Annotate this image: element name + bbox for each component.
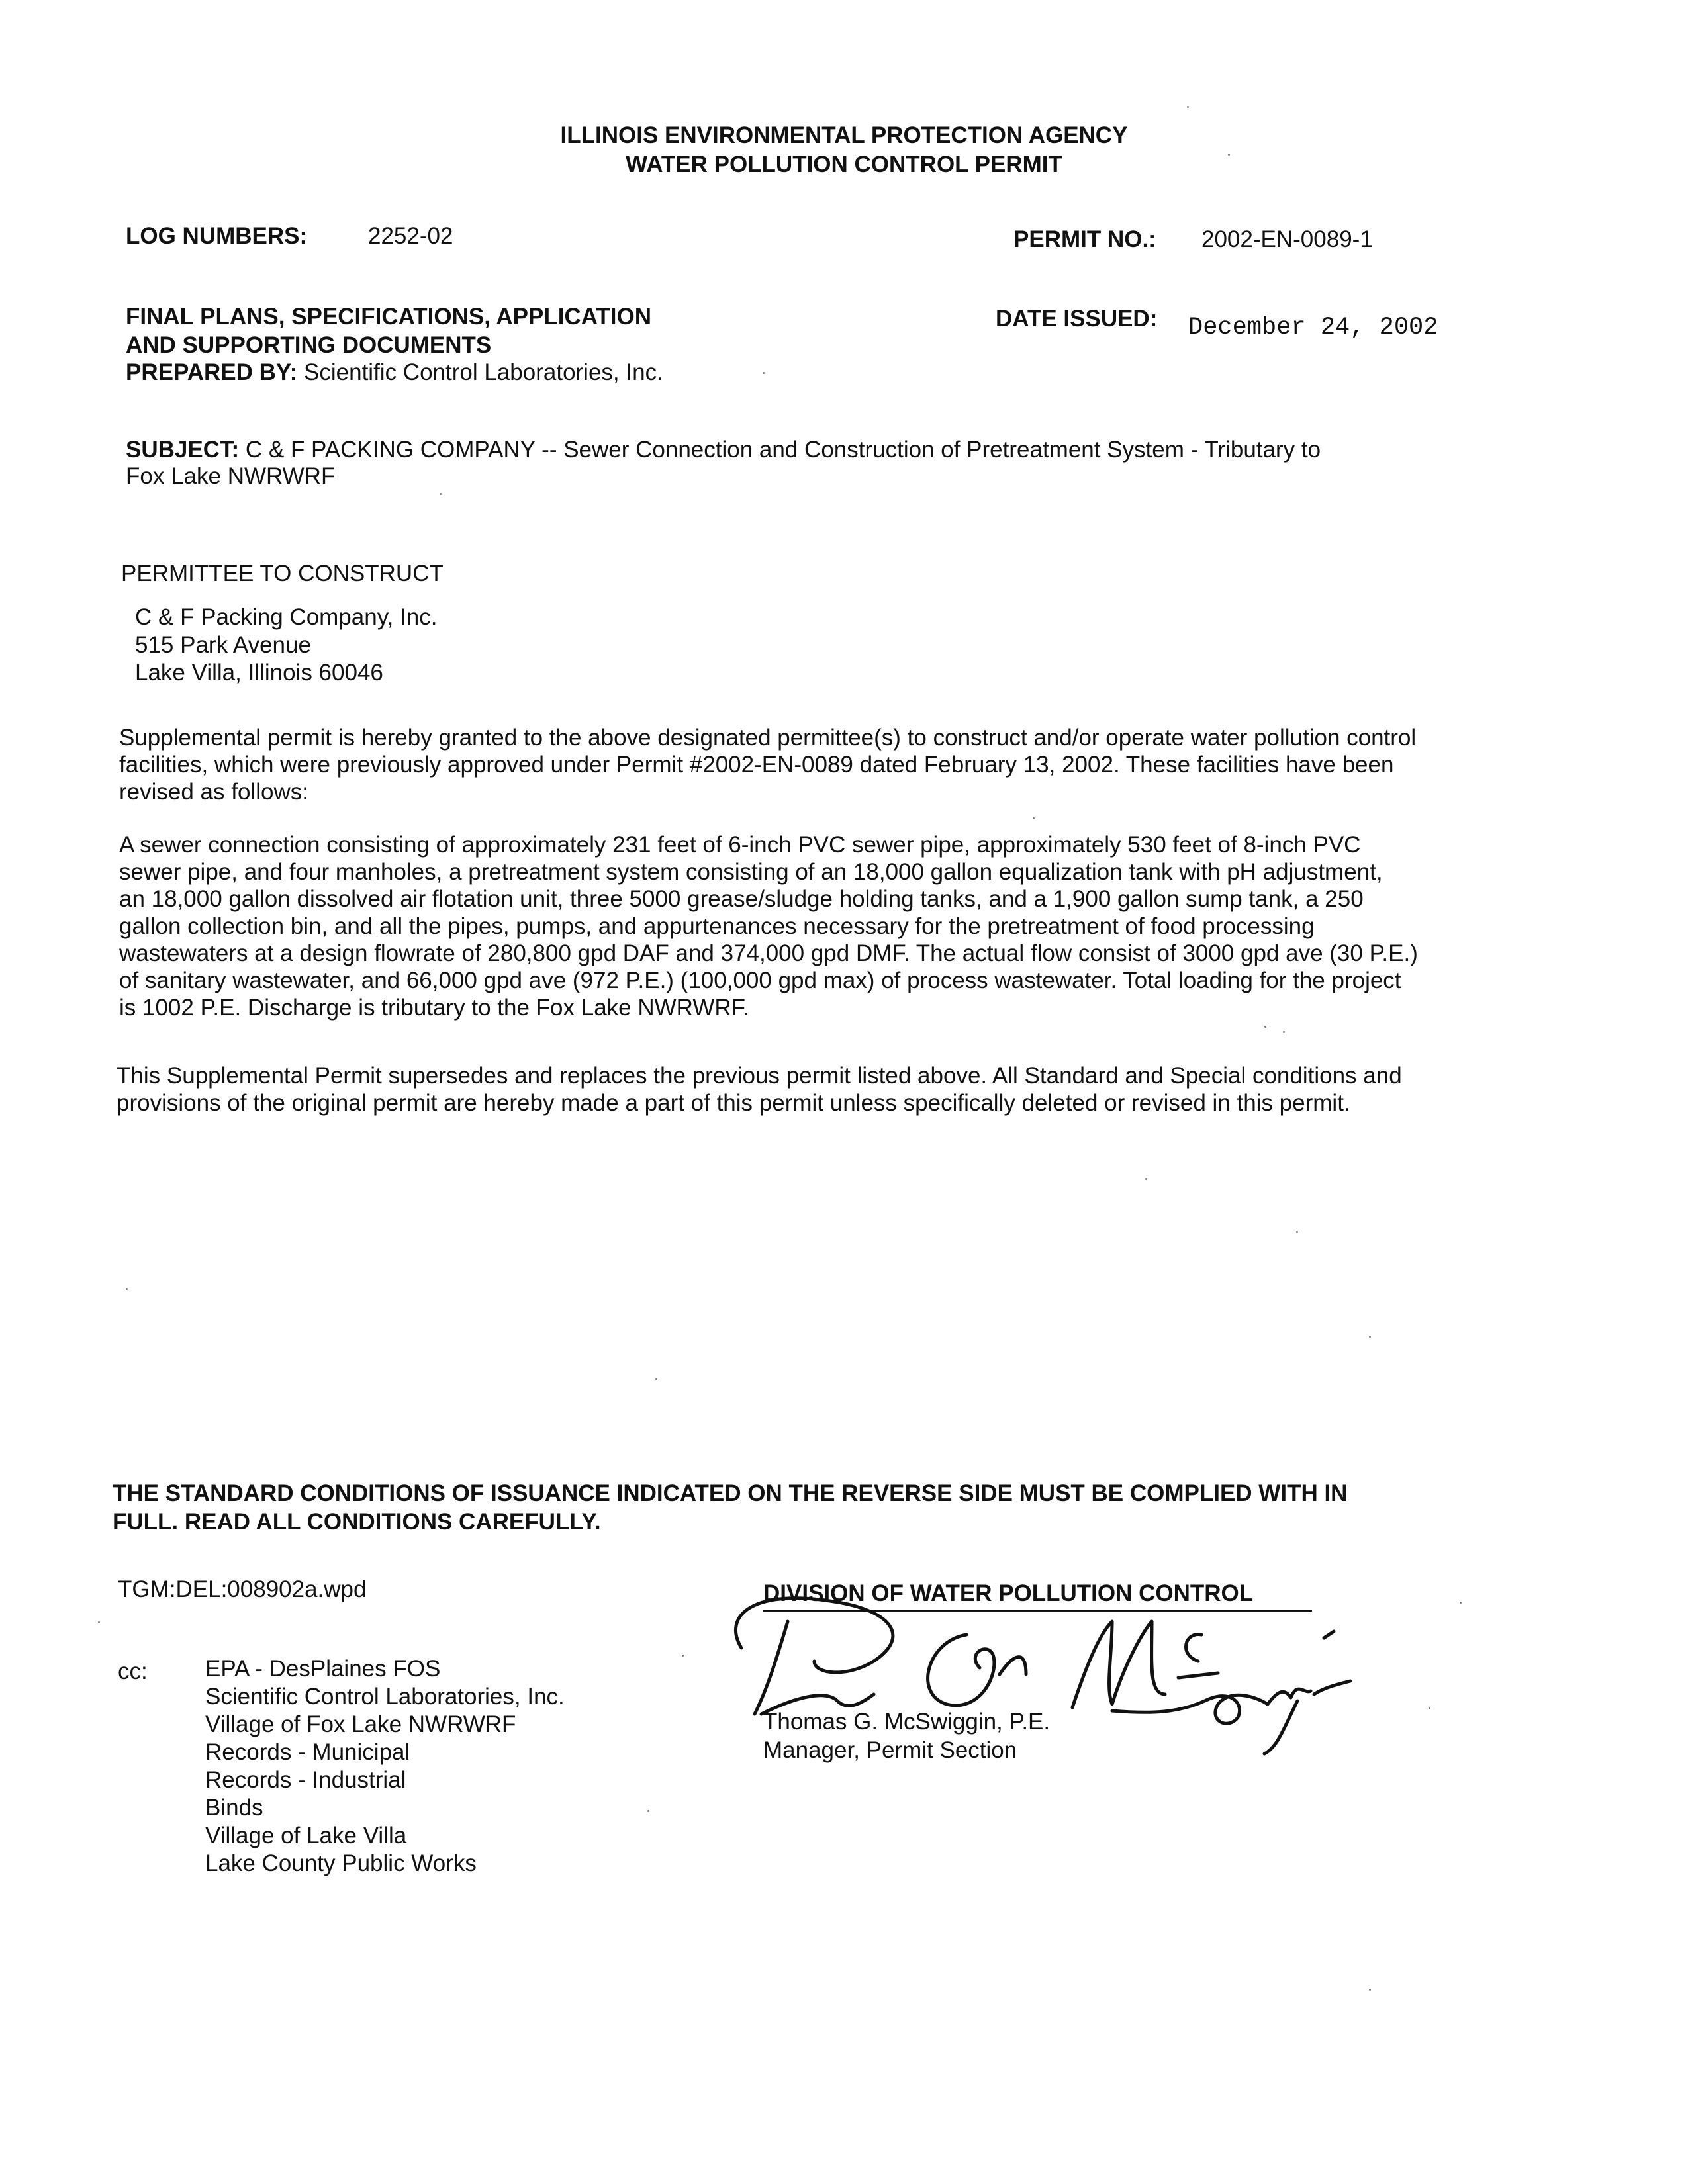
division-title: DIVISION OF WATER POLLUTION CONTROL (763, 1580, 1254, 1606)
subject-line1 (126, 437, 1321, 463)
scan-speck (655, 1378, 657, 1380)
agency-title: ILLINOIS ENVIRONMENTAL PROTECTION AGENCY (560, 122, 1128, 148)
prepared-by-value: Scientific Control Laboratories, Inc. (304, 359, 663, 385)
subject-text: C & F PACKING COMPANY -- Sewer Connection and Construction of Pretreatment System - Tributary to (245, 437, 1321, 463)
scan-speck (1145, 1178, 1147, 1180)
cc-recipient: Lake County Public Works (205, 1850, 477, 1876)
scan-speck (1429, 1707, 1430, 1709)
description-line: wastewaters at a design flowrate of 280,800 gpd DAF and 374,000 gpd DMF. The actual flow consist of 3000 gpd ave (30 P.E.) (119, 940, 1418, 966)
grant-line: Supplemental permit is hereby granted to the above designated permittee(s) to construct and/or operate water pollution control (119, 725, 1417, 751)
cc-recipient: Village of Lake Villa (205, 1823, 407, 1848)
grant-line: facilities, which were previously approved under Permit #2002-EN-0089 dated February 13, 2002. These facilities have been (119, 752, 1394, 778)
supersede-line: provisions of the original permit are hereby made a part of this permit unless specifically deleted or revised in this permit. (117, 1090, 1350, 1116)
scan-speck (126, 1288, 128, 1290)
scan-speck (1369, 1336, 1371, 1338)
log-numbers-label: LOG NUMBERS: (126, 223, 308, 249)
scan-speck (1228, 154, 1230, 156)
grant-line: revised as follows: (119, 779, 308, 805)
description-line: an 18,000 gallon dissolved air flotation unit, three 5000 grease/sludge holding tanks, and a 1,900 gallon sump tank, a 250 (119, 886, 1364, 912)
permit-no-value: 2002-EN-0089-1 (1201, 226, 1373, 252)
description-line: gallon collection bin, and all the pipes, pumps, and appurtenances necessary for the pretreatment of food processing (119, 913, 1315, 939)
scan-speck (440, 493, 442, 495)
handwritten-signature (715, 1562, 1364, 1760)
supersede-paragraph (117, 1062, 1593, 1116)
plans-title-line2: AND SUPPORTING DOCUMENTS (126, 332, 492, 358)
notice-line: FULL. READ ALL CONDITIONS CAREFULLY. (113, 1509, 601, 1535)
scan-speck (1187, 106, 1189, 108)
scan-speck (647, 1810, 649, 1812)
cc-recipient: Binds (205, 1795, 263, 1821)
permit-type-title: WATER POLLUTION CONTROL PERMIT (626, 152, 1062, 177)
subject-label: SUBJECT: (126, 437, 240, 463)
date-issued-label: DATE ISSUED: (996, 306, 1158, 332)
signer-name: Thomas G. McSwiggin, P.E. (763, 1709, 1051, 1735)
standard-conditions-notice (113, 1479, 1347, 1536)
scan-speck (682, 1655, 684, 1657)
cc-recipients (205, 1655, 565, 1878)
cc-label: cc: (118, 1659, 148, 1684)
description-line: is 1002 P.E. Discharge is tributary to the Fox Lake NWRWRF. (119, 995, 749, 1021)
scan-speck (1283, 1031, 1285, 1033)
subject-line2: Fox Lake NWRWRF (126, 463, 336, 489)
permittee-heading: PERMITTEE TO CONSTRUCT (121, 561, 444, 586)
grant-paragraph (119, 724, 1595, 805)
permit-no-label: PERMIT NO.: (1013, 226, 1156, 252)
scan-speck (98, 1621, 100, 1623)
notice-line: THE STANDARD CONDITIONS OF ISSUANCE INDICATED ON THE REVERSE SIDE MUST BE COMPLIED WITH IN (113, 1480, 1348, 1506)
scan-speck (1264, 1026, 1266, 1028)
file-reference: TGM:DEL:008902a.wpd (118, 1576, 367, 1602)
plans-title-line1: FINAL PLANS, SPECIFICATIONS, APPLICATION (126, 304, 652, 330)
scan-speck (1033, 817, 1035, 819)
date-issued-value: December 24, 2002 (1188, 314, 1438, 341)
scan-speck (1296, 1231, 1298, 1233)
permittee-name: C & F Packing Company, Inc. (135, 604, 438, 630)
description-line: of sanitary wastewater, and 66,000 gpd ave (972 P.E.) (100,000 gpd max) of process wastewater. Total loading for the project (119, 968, 1401, 993)
cc-recipient: Records - Municipal (205, 1739, 410, 1765)
scan-speck (1369, 1989, 1371, 1991)
permittee-city: Lake Villa, Illinois 60046 (135, 660, 383, 686)
description-line: A sewer connection consisting of approximately 231 feet of 6-inch PVC sewer pipe, approximately 530 feet of 8-inch PVC (119, 832, 1361, 858)
signer-title: Manager, Permit Section (763, 1737, 1017, 1763)
log-numbers-value: 2252-02 (368, 223, 453, 249)
permittee-address (135, 604, 437, 687)
cc-recipient: Records - Industrial (205, 1767, 406, 1793)
scan-speck (1460, 1602, 1462, 1604)
description-line: sewer pipe, and four manholes, a pretreatment system consisting of an 18,000 gallon equalization tank with pH adjustment, (119, 859, 1383, 885)
scan-speck (763, 372, 765, 374)
cc-recipient: EPA - DesPlaines FOS (205, 1656, 441, 1682)
facilities-description (119, 831, 1595, 1021)
prepared-by (126, 359, 663, 386)
cc-recipient: Scientific Control Laboratories, Inc. (205, 1684, 565, 1709)
supersede-line: This Supplemental Permit supersedes and replaces the previous permit listed above. All Standard and Special conditions and (117, 1063, 1402, 1089)
cc-recipient: Village of Fox Lake NWRWRF (205, 1711, 516, 1737)
prepared-by-label: PREPARED BY: (126, 359, 298, 385)
permittee-street: 515 Park Avenue (135, 632, 311, 658)
